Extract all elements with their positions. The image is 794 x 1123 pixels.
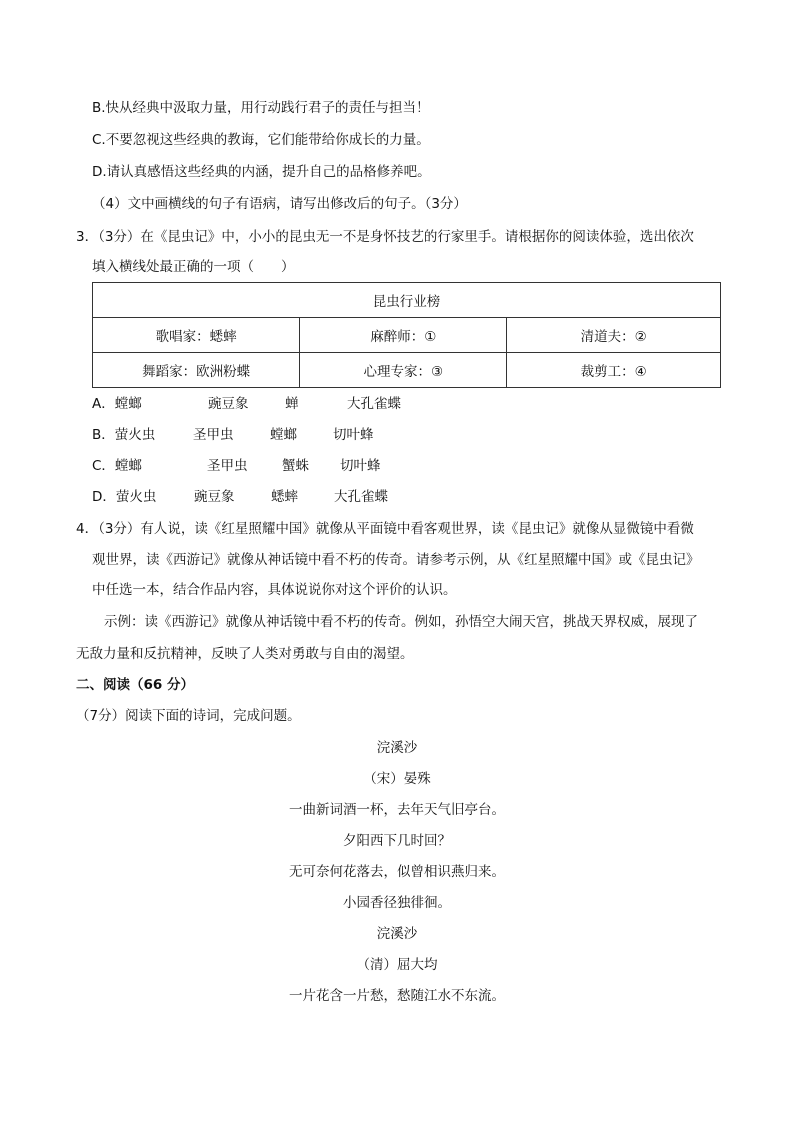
table-cell: 清道夫：② bbox=[507, 318, 721, 353]
poem1-line: 夕阳西下几时回？ bbox=[343, 833, 451, 849]
option-item: 圣甲虫 bbox=[207, 458, 248, 474]
poem1-line: 小园香径独徘徊。 bbox=[343, 895, 451, 911]
option-label: B．萤火虫 bbox=[92, 427, 156, 443]
q3-stem-line2: 填入横线处最正确的一项（ ） bbox=[92, 259, 295, 275]
table-row bbox=[93, 353, 721, 388]
option-item: 豌豆象 bbox=[194, 489, 235, 505]
table-row bbox=[93, 318, 721, 353]
q3-stem-line1: 3．（3分）在《昆虫记》中，小小的昆虫无一不是身怀技艺的行家里手。请根据你的阅读体验，选出依次 bbox=[76, 229, 694, 245]
q4-line2: 观世界，读《西游记》就像从神话镜中看不朽的传奇。请参考示例，从《红星照耀中国》或《昆虫记》 bbox=[92, 552, 700, 568]
option-label: C．螳螂 bbox=[92, 458, 142, 474]
table-cell: 麻醉师：① bbox=[300, 318, 507, 353]
option-label: D．萤火虫 bbox=[92, 489, 157, 505]
poem1-author: （宋）晏殊 bbox=[363, 771, 431, 787]
poem1-line: 一曲新词酒一杯，去年天气旧亭台。 bbox=[289, 802, 505, 818]
section-heading: 二、阅读（66 分） bbox=[76, 677, 194, 693]
q4-example-line2: 无敌力量和反抗精神，反映了人类对勇敢与自由的渴望。 bbox=[76, 646, 414, 662]
option-item: 大孔雀蝶 bbox=[334, 489, 388, 505]
q4-line1: 4．（3分）有人说，读《红星照耀中国》就像从平面镜中看客观世界，读《昆虫记》就像从显微镜中看微 bbox=[76, 521, 694, 537]
insect-ranking-table bbox=[92, 282, 721, 388]
poem1-title: 浣溪沙 bbox=[376, 740, 418, 756]
table-cell: 心理专家：③ bbox=[300, 353, 507, 388]
poem2-author: （清）屈大均 bbox=[356, 957, 438, 973]
option-item: 蟹蛛 bbox=[282, 458, 309, 474]
table-cell: 裁剪工：④ bbox=[507, 353, 721, 388]
option-item: 切叶蜂 bbox=[333, 427, 374, 443]
poem2-title: 浣溪沙 bbox=[376, 926, 418, 942]
option-label: A．螳螂 bbox=[92, 396, 142, 412]
option-item: 豌豆象 bbox=[208, 396, 249, 412]
q2-option-b: B.快从经典中汲取力量，用行动践行君子的责任与担当！ bbox=[92, 100, 430, 116]
poem1-line: 无可奈何花落去，似曾相识燕归来。 bbox=[289, 864, 505, 880]
section-intro: （7分）阅读下面的诗词，完成问题。 bbox=[76, 708, 301, 724]
q4-example-line1: 示例：读《西游记》就像从神话镜中看不朽的传奇。例如，孙悟空大闹天宫，挑战天界权威，展现了 bbox=[104, 614, 698, 630]
table-cell: 歌唱家：蟋蟀 bbox=[93, 318, 300, 353]
option-item: 大孔雀蝶 bbox=[347, 396, 401, 412]
poem2-line: 一片花含一片愁，愁随江水不东流。 bbox=[289, 988, 505, 1004]
q2-option-d: D.请认真感悟这些经典的内涵，提升自己的品格修养吧。 bbox=[92, 164, 431, 180]
q2-subquestion-4: （4）文中画横线的句子有语病，请写出修改后的句子。（3分） bbox=[92, 196, 467, 212]
option-item: 螳螂 bbox=[270, 427, 297, 443]
option-item: 圣甲虫 bbox=[193, 427, 234, 443]
option-item: 蝉 bbox=[285, 396, 299, 412]
q4-line3: 中任选一本，结合作品内容，具体说说你对这个评价的认识。 bbox=[92, 582, 457, 598]
option-item: 蟋蟀 bbox=[271, 489, 298, 505]
option-item: 切叶蜂 bbox=[340, 458, 381, 474]
q2-option-c: C.不要忽视这些经典的教诲，它们能带给你成长的力量。 bbox=[92, 132, 430, 148]
table-cell: 舞蹈家：欧洲粉蝶 bbox=[93, 353, 300, 388]
table-title: 昆虫行业榜 bbox=[93, 283, 721, 318]
